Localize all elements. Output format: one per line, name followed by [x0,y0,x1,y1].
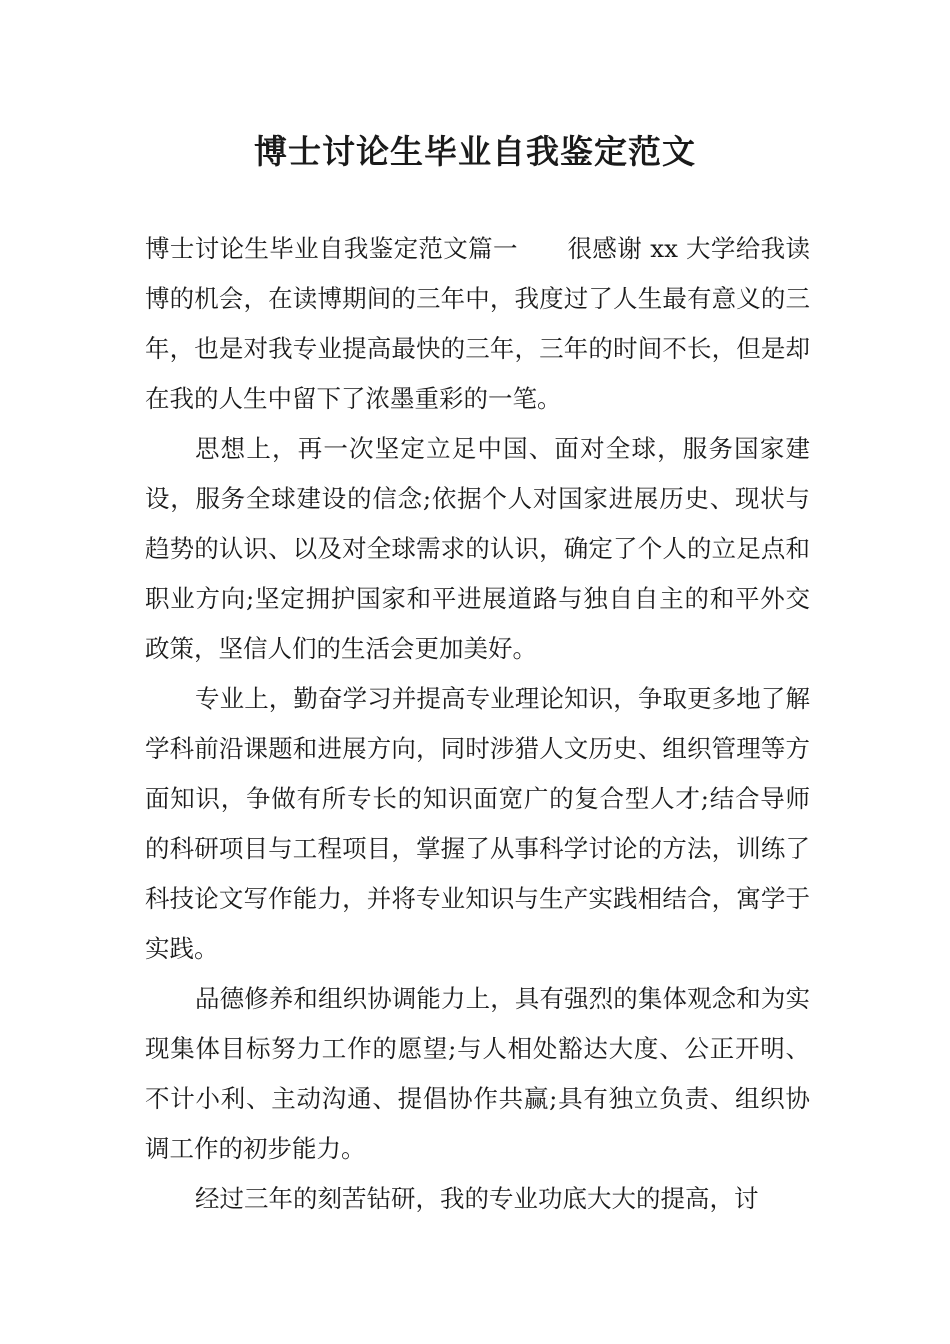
document-title: 博士讨论生毕业自我鉴定范文 [254,132,696,171]
paragraph-thought: 思想上，再一次坚定立足中国、面对全球，服务国家建设，服务全球建设的信念;依据个人对国家进展历史、现状与趋势的认识、以及对全球需求的认识，确定了个人的立足点和职业方向;坚定拥护国家和平进展道路与独自自主的和平外交政策，坚信人们的生活会更加美好。 [145,434,810,663]
paragraph-profession: 专业上，勤奋学习并提高专业理论知识，争取更多地了解学科前沿课题和进展方向，同时涉猎人文历史、组织管理等方面知识，争做有所专长的知识面宽广的复合型人才;结合导师的科研项目与工程项目，掌握了从事科学讨论的方法，训练了科技论文写作能力，并将专业知识与生产实践相结合，寓学于实践。 [145,684,810,963]
paragraph-summary: 经过三年的刻苦钻研，我的专业功底大大的提高，讨 [195,1184,759,1213]
paragraph-intro: 博士讨论生毕业自我鉴定范文篇一 很感谢 xx 大学给我读博的机会，在读博期间的三年中，我度过了人生最有意义的三年，也是对我专业提高最快的三年，三年的时间不长，但是却在我的人生中留下了浓墨重彩的一笔。 [145,234,810,413]
paragraph-character: 品德修养和组织协调能力上，具有强烈的集体观念和为实现集体目标努力工作的愿望;与人相处豁达大度、公正开明、不计小利、主动沟通、提倡协作共赢;具有独立负责、组织协调工作的初步能力。 [145,984,810,1163]
document-body [145,224,810,1224]
